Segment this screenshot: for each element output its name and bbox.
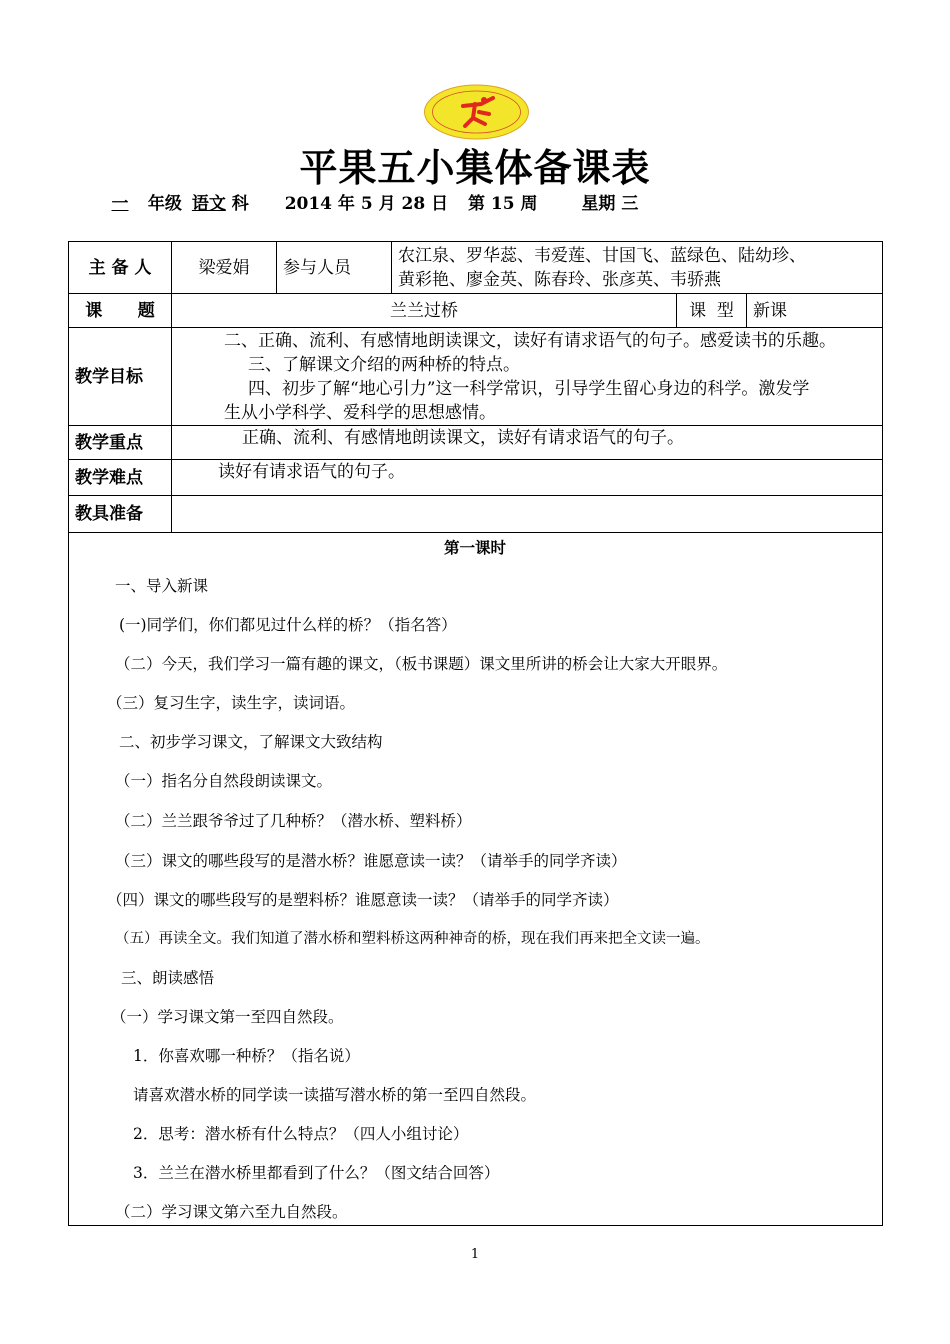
row-tools xyxy=(69,496,883,533)
page-number: 1 xyxy=(470,1247,480,1262)
date-text: 2014 年 5 月 28 日 xyxy=(284,194,449,214)
type-label: 课 型 xyxy=(677,294,747,328)
focus-value: 正确、流利、有感情地朗读课文，读好有请求语气的句子。 xyxy=(172,426,883,460)
participants-value xyxy=(392,242,883,294)
lesson-line: （三）课文的哪些段写的是潜水桥？谁愿意读一读？（请举手的同学齐读） xyxy=(115,852,627,870)
participants-line-2: 黄彩艳、廖金英、陈春玲、张彦英、韦骄燕 xyxy=(398,269,721,290)
lesson-line: （二）今天，我们学习一篇有趣的课文，（板书课题）课文里所讲的桥会让大家大开眼界。 xyxy=(115,655,728,673)
row-goals xyxy=(69,328,883,426)
tools-value xyxy=(172,496,883,533)
host-label: 主 备 人 xyxy=(69,242,172,294)
lesson-line: （三）复习生字，读生字，读词语。 xyxy=(107,694,356,712)
type-value: 新课 xyxy=(747,294,883,328)
row-host xyxy=(69,242,883,294)
subject-suffix: 科 xyxy=(231,194,249,214)
lesson-line: 二、初步学习课文，了解课文大致结构 xyxy=(119,733,383,751)
row-difficulty xyxy=(69,460,883,496)
lesson-line: 3．兰兰在潜水桥里都看到了什么？（图文结合回答） xyxy=(133,1164,500,1182)
lesson-line: 2．思考：潜水桥有什么特点？（四人小组讨论） xyxy=(133,1125,469,1143)
goals-label: 教学目标 xyxy=(69,328,172,426)
topic-value: 兰兰过桥 xyxy=(172,294,677,328)
row-lesson-content xyxy=(69,533,883,1226)
lesson-heading: 第一课时 xyxy=(443,539,506,557)
lesson-line: （五）再读全文。我们知道了潜水桥和塑料桥这两种神奇的桥，现在我们再来把全文读一遍。 xyxy=(115,931,710,947)
goals-value xyxy=(172,328,883,426)
lesson-line: （二）兰兰跟爷爷过了几种桥？（潜水桥、塑料桥） xyxy=(115,812,472,830)
weekday-text: 星期 三 xyxy=(581,194,639,214)
goal-item: 四、初步了解“地心引力”这一科学常识，引导学生留心身边的科学。激发学 xyxy=(248,378,810,399)
goal-item: 二、正确、流利、有感情地朗读课文，读好有请求语气的句子。感爱读书的乐趣。 xyxy=(224,330,836,351)
lesson-line: （四）课文的哪些段写的是塑料桥？谁愿意读一读？（请举手的同学齐读） xyxy=(107,891,619,909)
goal-item: 三、了解课文介绍的两种桥的特点。 xyxy=(248,354,520,375)
grade-value: 一 xyxy=(111,194,129,214)
grade-suffix: 年级 xyxy=(147,194,182,214)
participants-line-1: 农江泉、罗华蕊、韦爱莲、甘国飞、蓝绿色、陆幼珍、 xyxy=(398,245,806,266)
lesson-line: 1．你喜欢哪一种桥？（指名说） xyxy=(133,1047,360,1065)
lesson-line: （二）学习课文第六至九自然段。 xyxy=(115,1203,348,1221)
lesson-line: 三、朗读感悟 xyxy=(121,969,215,987)
host-value: 梁爱娟 xyxy=(172,242,277,294)
goal-item: 生从小学科学、爱科学的思想感情。 xyxy=(224,402,496,423)
header-info xyxy=(98,190,878,218)
focus-label: 教学重点 xyxy=(69,426,172,460)
lesson-plan-table xyxy=(68,241,883,1226)
topic-label: 课 题 xyxy=(69,294,172,328)
page-title: 平果五小集体备课表 xyxy=(299,146,651,190)
tools-label: 教具准备 xyxy=(69,496,172,533)
lesson-line: （一）指名分自然段朗读课文。 xyxy=(115,772,333,790)
subject-value: 语文 xyxy=(191,194,226,214)
difficulty-label: 教学难点 xyxy=(69,460,172,496)
row-focus xyxy=(69,426,883,460)
participants-label: 参与人员 xyxy=(277,242,392,294)
lesson-line: 请喜欢潜水桥的同学读一读描写潜水桥的第一至四自然段。 xyxy=(133,1086,537,1104)
difficulty-value: 读好有请求语气的句子。 xyxy=(172,460,883,496)
lesson-line: （一）学习课文第一至四自然段。 xyxy=(111,1008,344,1026)
lesson-line: 一、导入新课 xyxy=(115,577,209,595)
week-text: 第 15 周 xyxy=(468,194,538,214)
lesson-line: (一)同学们，你们都见过什么样的桥？（指名答） xyxy=(119,616,457,634)
school-logo xyxy=(423,84,530,140)
lesson-content xyxy=(69,533,883,1226)
row-topic xyxy=(69,294,883,328)
